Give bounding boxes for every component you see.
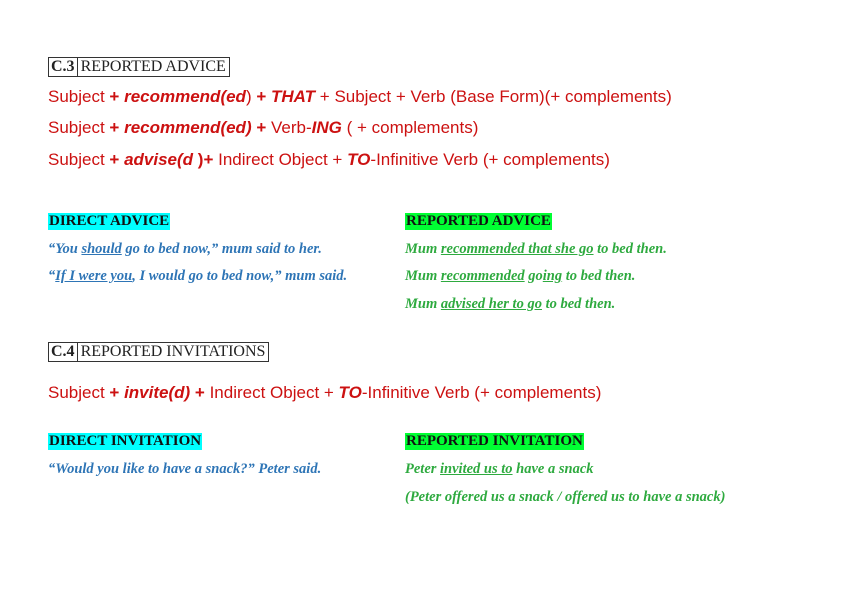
formula-advise	[48, 150, 610, 170]
direct-invitation-label: DIRECT INVITATION	[49, 433, 202, 449]
example-text: go to bed now,” mum said to her.	[121, 241, 322, 257]
direct-advice-label: DIRECT ADVICE	[49, 213, 170, 229]
section-code: C.3	[48, 57, 78, 77]
formula-invite	[48, 383, 601, 403]
reported-invitation-label: REPORTED INVITATION	[406, 433, 583, 449]
formula-part: -Infinitive Verb (+ complements)	[361, 383, 602, 402]
example-underlined: recommended that she go	[440, 241, 594, 257]
example-text: Mum	[405, 268, 441, 284]
direct-advice-example-2	[48, 268, 347, 285]
formula-part: +	[104, 87, 125, 106]
reported-advice-example-3	[405, 296, 615, 313]
formula-part: Indirect Object +	[218, 150, 348, 169]
example-underlined: invited us to	[440, 461, 513, 477]
formula-part: Subject	[48, 87, 105, 106]
example-underlined: If I were you	[55, 268, 133, 284]
example-text: “	[48, 268, 56, 284]
formula-part: )	[245, 87, 252, 106]
formula-part: +	[104, 150, 125, 169]
example-underlined: advised her to go	[440, 296, 542, 312]
formula-part: Verb-	[270, 118, 312, 137]
formula-part: +	[251, 87, 271, 106]
example-underlined: should	[81, 241, 122, 257]
formula-part: Subject	[48, 383, 105, 402]
example-text: have a snack	[512, 461, 594, 477]
formula-part: recommend(ed)	[124, 118, 252, 137]
formula-part: Subject + Verb (Base Form)(+ complements)	[334, 87, 672, 106]
formula-part: )+	[193, 150, 219, 169]
section-c4-heading	[48, 342, 269, 362]
reported-invitation-example-2: (Peter offered us a snack / offered us to have a snack)	[405, 489, 726, 505]
reported-advice-label: REPORTED ADVICE	[406, 213, 551, 229]
formula-part: TO	[338, 383, 362, 402]
example-text: to bed then.	[562, 268, 636, 284]
formula-part: +	[251, 118, 271, 137]
example-underlined: ing	[542, 268, 563, 284]
direct-invitation-example: “Would you like to have a snack?” Peter said.	[48, 461, 322, 477]
example-text: Peter	[405, 461, 441, 477]
reported-invitation-example-1	[405, 461, 594, 478]
section-c3-heading	[48, 57, 230, 77]
example-text: , I would go to bed now,” mum said.	[132, 268, 348, 284]
example-text: go	[524, 268, 543, 284]
example-text: Mum	[405, 296, 441, 312]
formula-part: Subject	[48, 150, 105, 169]
formula-part: TO	[347, 150, 371, 169]
example-text: Mum	[405, 241, 441, 257]
example-text: to bed then.	[541, 296, 616, 312]
formula-recommend-that	[48, 87, 672, 107]
formula-part: +	[104, 383, 125, 402]
formula-part: +	[190, 383, 210, 402]
formula-part: THAT	[271, 87, 316, 106]
section-title: REPORTED ADVICE	[78, 57, 230, 77]
direct-advice-example-1	[48, 241, 322, 258]
formula-recommend-ing	[48, 118, 478, 138]
formula-part: -Infinitive Verb (+ complements)	[370, 150, 610, 169]
formula-part: ( + complements)	[341, 118, 479, 137]
formula-part: +	[104, 118, 125, 137]
section-title: REPORTED INVITATIONS	[78, 342, 270, 362]
formula-part: ING	[311, 118, 342, 137]
formula-part: Subject	[48, 118, 105, 137]
reported-advice-example-1	[405, 241, 667, 258]
formula-part: recommend(ed	[124, 87, 246, 106]
formula-part: Indirect Object +	[209, 383, 339, 402]
example-underlined: recommended	[440, 268, 525, 284]
example-text: “You	[48, 241, 82, 257]
formula-part: +	[315, 87, 335, 106]
formula-part: invite(d)	[124, 383, 191, 402]
formula-part: advise(d	[124, 150, 194, 169]
example-text: to bed then.	[593, 241, 667, 257]
section-code: C.4	[48, 342, 78, 362]
reported-advice-example-2	[405, 268, 635, 285]
